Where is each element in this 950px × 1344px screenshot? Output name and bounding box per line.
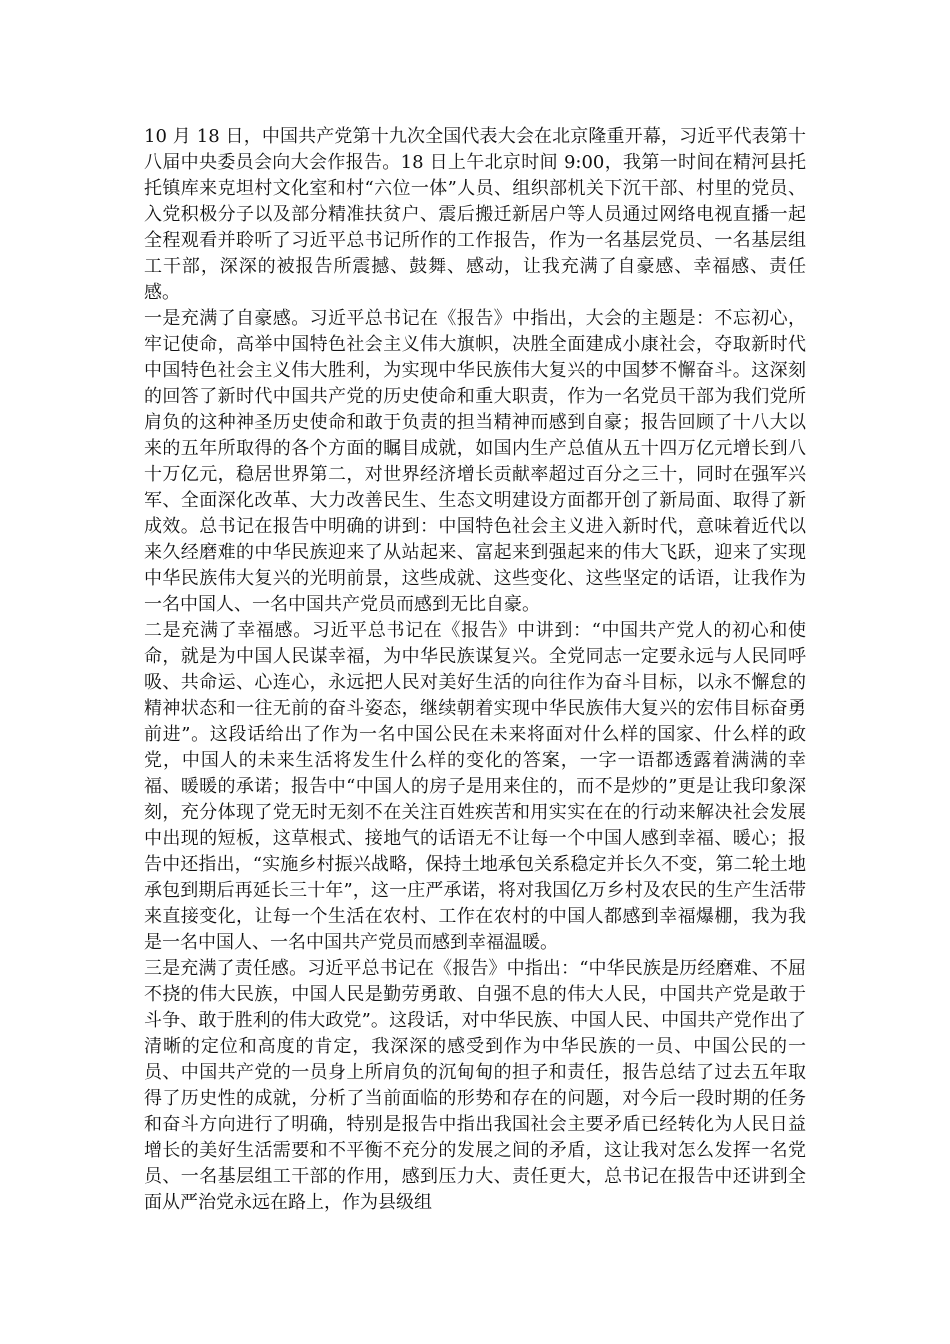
paragraph-pride: 一是充满了自豪感。习近平总书记在《报告》中指出，大会的主题是：不忘初心，牢记使命，高举中国特色社会主义伟大旗帜，决胜全面建成小康社会，夺取新时代中国特色社会主义伟大胜利，为实现中华民族伟大复兴的中国梦不懈奋斗。这深刻的回答了新时代中国共产党的历史使命和重大职责，作为一名党员干部为我们党所肩负的这种神圣历史使命和敢于负责的担当精神而感到自豪；报告回顾了十八大以来的五年所取得的各个方面的瞩目成就，如国内生产总值从五十四万亿元增长到八十万亿元，稳居世界第二，对世界经济增长贡献率超过百分之三十，同时在强军兴军、全面深化改革、大力改善民生、生态文明建设方面都开创了新局面、取得了新成效。总书记在报告中明确的讲到：中国特色社会主义进入新时代，意味着近代以来久经磨难的中华民族迎来了从站起来、富起来到强起来的伟大飞跃，迎来了实现中华民族伟大复兴的光明前景，这些成就、这些变化、这些坚定的话语，让我作为一名中国人、一名中国共产党员而感到无比自豪。: [144, 308, 806, 615]
paragraph-happiness: 二是充满了幸福感。习近平总书记在《报告》中讲到：“中国共产党人的初心和使命，就是为中国人民谋幸福，为中华民族谋复兴。全党同志一定要永远与人民同呼吸、共命运、心连心，永远把人民对美好生活的向往作为奋斗目标，以永不懈怠的精神状态和一往无前的奋斗姿态，继续朝着实现中华民族伟大复兴的宏伟目标奋勇前进”。这段话给出了作为一名中国公民在未来将面对什么样的国家、什么样的政党，中国人的未来生活将发生什么样的变化的答案，一字一语都透露着满满的幸福、暖暖的承诺；报告中“中国人的房子是用来住的，而不是炒的”更是让我印象深刻，充分体现了党无时无刻不在关注百姓疾苦和用实实在在的行动来解决社会发展中出现的短板，这草根式、接地气的话语无不让每一个中国人感到幸福、暖心；报告中还指出，“实施乡村振兴战略，保持土地承包关系稳定并长久不变，第二轮土地承包到期后再延长三十年”，这一庄严承诺，将对我国亿万乡村及农民的生产生活带来直接变化，让每一个生活在农村、工作在农村的中国人都感到幸福爆棚，我为我是一名中国人、一名中国共产党员而感到幸福温暖。: [144, 620, 806, 953]
paragraph-intro: 10 月 18 日，中国共产党第十九次全国代表大会在北京隆重开幕，习近平代表第十八届中央委员会向大会作报告。18 日上午北京时间 9:00，我第一时间在精河县托托镇库来克坦村文化室和村“六位一体”人员、组织部机关下沉干部、村里的党员、入党积极分子以及部分精准扶贫户、震后搬迁新居户等人员通过网络电视直播一起全程观看并聆听了习近平总书记所作的工作报告，作为一名基层党员、一名基层组工干部，深深的被报告所震撼、鼓舞、感动，让我充满了自豪感、幸福感、责任感。: [144, 126, 806, 303]
document-body: [144, 124, 806, 1216]
paragraph-responsibility: 三是充满了责任感。习近平总书记在《报告》中指出：“中华民族是历经磨难、不屈不挠的伟大民族，中国人民是勤劳勇敢、自强不息的伟大人民，中国共产党是敢于斗争、敢于胜利的伟大政党”。这段话，对中华民族、中国人民、中国共产党作出了清晰的定位和高度的肯定，我深深的感受到作为中华民族的一员、中国公民的一员、中国共产党的一员身上所肩负的沉甸甸的担子和责任，报告总结了过去五年取得了历史性的成就，分析了当前面临的形势和存在的问题，对今后一段时期的任务和奋斗方向进行了明确，特别是报告中指出我国社会主要矛盾已经转化为人民日益增长的美好生活需要和不平衡不充分的发展之间的矛盾，这让我对怎么发挥一名党员、一名基层组工干部的作用，感到压力大、责任更大，总书记在报告中还讲到全面从严治党永远在路上，作为县级组: [144, 958, 806, 1213]
